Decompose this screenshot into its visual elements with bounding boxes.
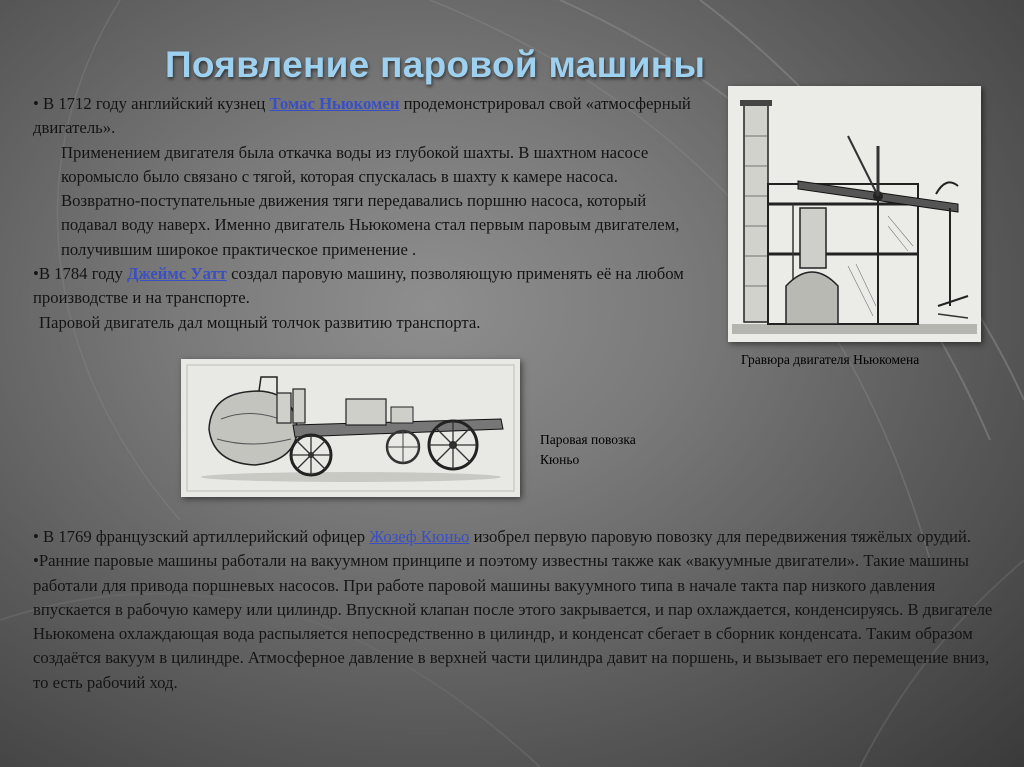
slide-title: Появление паровой машины — [165, 44, 706, 85]
cugnot-caption-line1: Паровая повозка — [540, 432, 636, 447]
paragraph-transport: Паровой двигатель дал мощный толчок развитию транспорта. — [39, 312, 481, 332]
paragraph-pump: Применением двигателя была откачка воды из глубокой шахты. В шахтном насосе коромысло было связано с тягой, которая спускалась в шахту к камере насоса. Возвратно-поступательные движения тяги передавались поршню насоса, который подавал воду наверх. Именно двигатель Ньюкомена стал первым паровым двигателем, получившим широкое практическое применение . — [61, 142, 680, 259]
paragraph-newcomen — [33, 92, 693, 141]
paragraph-vacuum-engines: •Ранние паровые машины работали на вакуумном принципе и поэтому известны также как «вакуумные двигатели». Такие машины работали для привода поршневых насосов. При работе паровой машины вакуумного типа в начале такта пар низкого давления впускается в рабочую камеру или цилиндр. Впускной клапан после этого закрывается, и пар охлаждается, конденсируясь. В двигателе Ньюкомена охлаждающая вода распыляется непосредственно в цилиндр, и конденсат сбегает в сборник конденсата. Таким образом создаётся вакуум в цилиндре. Атмосферное давление в верхней части цилиндра давит на поршень, и вызывает его перемещение вниз, то есть рабочий ход. — [33, 551, 993, 692]
cugnot-caption-line2: Кюньо — [540, 452, 580, 467]
cugnot-wagon-image — [181, 359, 520, 497]
newcomen-caption: Гравюра двигателя Ньюкомена — [741, 352, 920, 367]
newcomen-suffix: продемонстрировал свой «атмосферный двигатель». — [33, 94, 691, 138]
newcomen-engine-image — [728, 86, 981, 342]
paragraph-watt — [33, 262, 693, 311]
text-block-bottom — [33, 525, 998, 695]
watt-suffix: создал паровую машину, позволяющую применять её на любом производстве и на транспорте. — [33, 264, 684, 308]
cugnot-prefix: • В 1769 французский артиллерийский офицер — [33, 527, 370, 546]
cugnot-caption — [540, 430, 680, 470]
text-block-top — [33, 92, 693, 335]
watt-link[interactable]: Джеймс Уатт — [127, 264, 227, 284]
cugnot-link[interactable]: Жозеф Кюньо — [369, 527, 470, 546]
paragraph-cugnot — [33, 525, 998, 549]
newcomen-prefix: • В 1712 году английский кузнец — [33, 94, 270, 113]
cugnot-suffix: изобрел первую паровую повозку для передвижения тяжёлых орудий. — [469, 527, 972, 546]
watt-prefix: •В 1784 году — [33, 264, 127, 284]
newcomen-link[interactable]: Томас Ньюкомен — [269, 94, 400, 113]
